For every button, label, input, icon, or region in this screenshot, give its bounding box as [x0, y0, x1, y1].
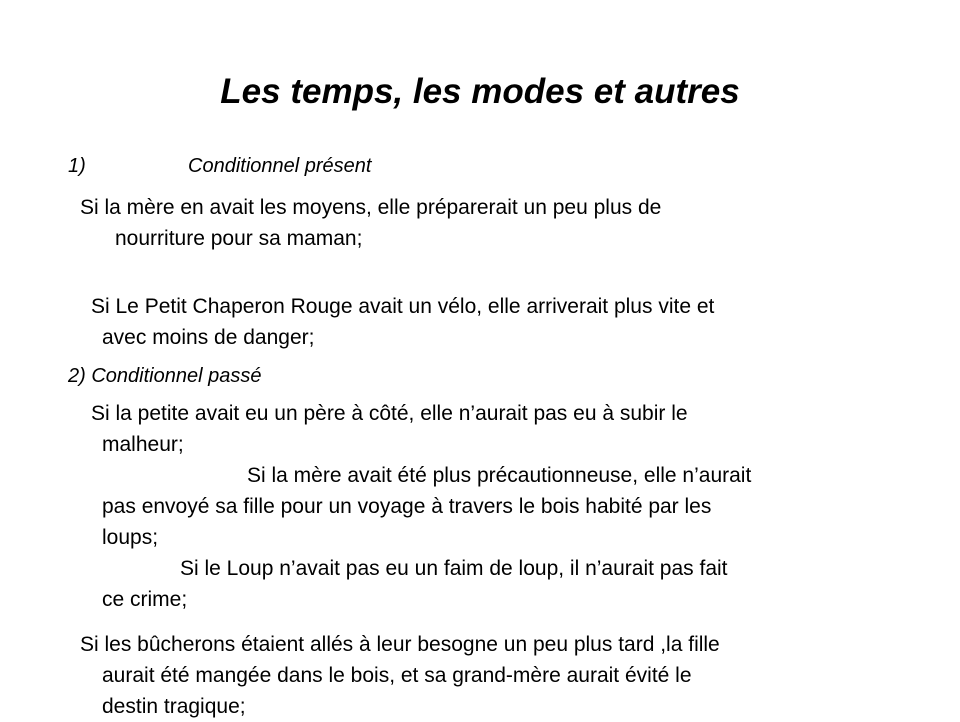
paragraph-line: Si la mère en avait les moyens, elle préparerait un peu plus de	[80, 196, 662, 219]
paragraph-line: loups;	[102, 526, 159, 549]
paragraph-line: pas envoyé sa fille pour un voyage à travers le bois habité par les	[102, 495, 712, 518]
section-heading-conditionnel-passe: 2) Conditionnel passé	[68, 365, 262, 387]
paragraph-moyens	[80, 192, 661, 254]
slide-title: Les temps, les modes et autres	[220, 72, 740, 111]
paragraph-velo	[91, 291, 714, 353]
paragraph-line: Si le Loup n’avait pas eu un faim de loup, il n’aurait pas fait	[180, 557, 728, 580]
paragraph-line: Si la mère avait été plus précautionneuse, elle n’aurait	[247, 464, 752, 487]
paragraph-line: Si Le Petit Chaperon Rouge avait un vélo, elle arriverait plus vite et	[91, 295, 715, 318]
paragraph-bucherons	[80, 629, 720, 722]
paragraph-line: ce crime;	[102, 588, 188, 611]
paragraph-line: destin tragique;	[102, 695, 246, 718]
paragraph-line: malheur;	[102, 433, 184, 456]
paragraph-line: avec moins de danger;	[102, 326, 315, 349]
paragraph-line: aurait été mangée dans le bois, et sa grand-mère aurait évité le	[102, 664, 692, 687]
paragraph-line: Si les bûcherons étaient allés à leur besogne un peu plus tard ,la fille	[80, 633, 720, 656]
section-label: Conditionnel présent	[188, 155, 372, 177]
paragraph-line: nourriture pour sa maman;	[115, 227, 363, 250]
section-number: 1)	[68, 155, 86, 177]
section-heading-conditionnel-present	[68, 152, 371, 180]
paragraph-conditionnel-passe	[91, 398, 751, 615]
paragraph-line: Si la petite avait eu un père à côté, elle n’aurait pas eu à subir le	[91, 402, 688, 425]
